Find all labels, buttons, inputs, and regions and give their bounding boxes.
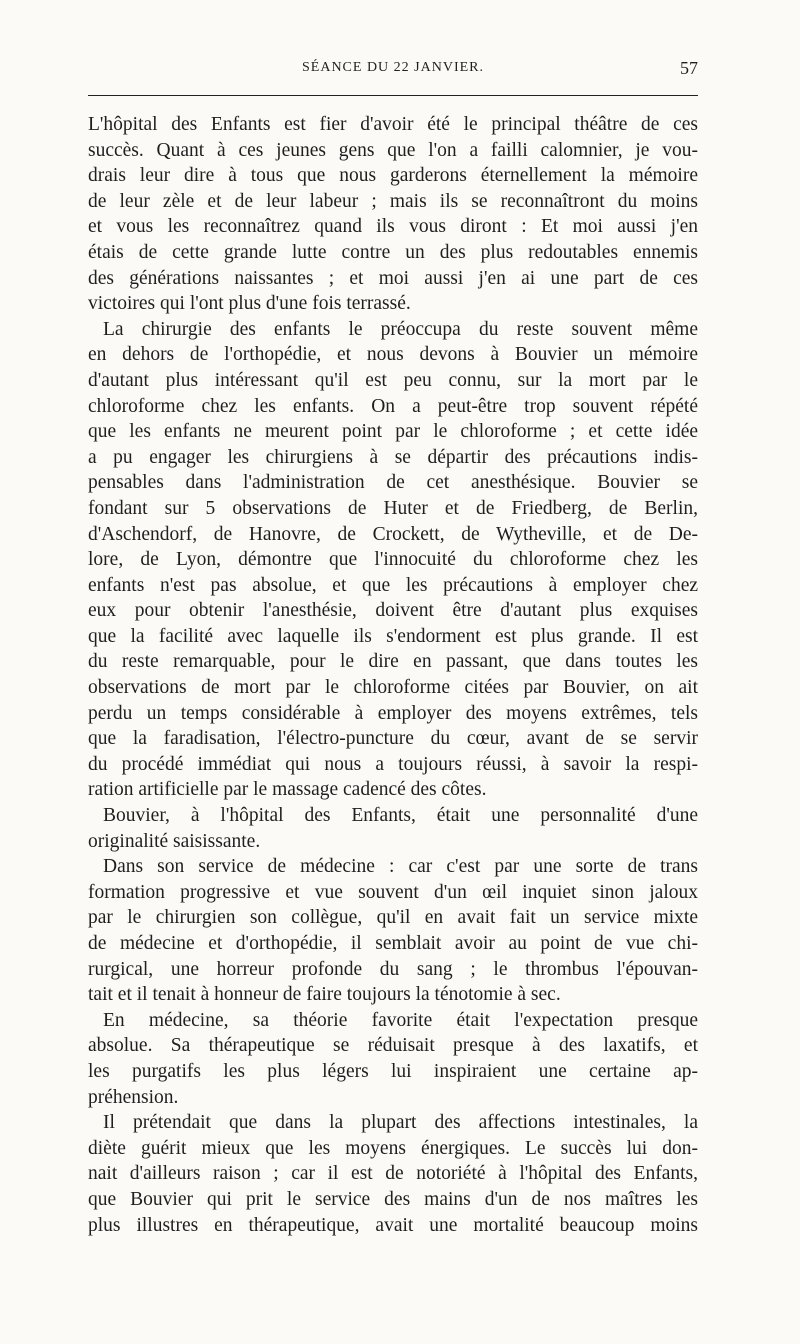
page-header: [88, 60, 698, 86]
text-line: du reste remarquable, pour le dire en passant, que dans toutes les: [88, 651, 698, 673]
text-line: que Bouvier qui prit le service des mains d'un de nos maîtres les: [88, 1188, 698, 1210]
text-line: Il prétendait que dans la plupart des affections intestinales, la: [103, 1112, 698, 1134]
text-line: étais de cette grande lutte contre un des plus redoutables ennemis: [88, 241, 698, 263]
text-line: pensables dans l'administration de cet anesthésique. Bouvier se: [88, 472, 698, 494]
text-line: et vous les reconnaîtrez quand ils vous diront : Et moi aussi j'en: [88, 216, 698, 238]
text-line: préhension.: [88, 1086, 179, 1108]
text-line: La chirurgie des enfants le préoccupa du reste souvent même: [103, 318, 698, 340]
text-line: que la faradisation, l'électro-puncture du cœur, avant de se servir: [88, 728, 698, 750]
text-line: enfants n'est pas absolue, et que les précautions à employer chez: [88, 574, 698, 596]
text-line: Bouvier, à l'hôpital des Enfants, était une personnalité d'une: [103, 805, 698, 827]
text-line: absolue. Sa thérapeutique se réduisait presque à des laxatifs, et: [88, 1035, 698, 1057]
running-title: SÉANCE DU 22 JANVIER.: [302, 60, 484, 75]
text-line: tait et il tenait à honneur de faire toujours la ténotomie à sec.: [88, 984, 561, 1006]
text-line: d'Aschendorf, de Hanovre, de Crockett, de Wytheville, et de De-: [88, 523, 698, 545]
body-text: [88, 112, 698, 1238]
text-line: eux pour obtenir l'anesthésie, doivent être d'autant plus exquises: [88, 600, 698, 622]
text-line: perdu un temps considérable à employer des moyens extrêmes, tels: [88, 702, 698, 724]
text-line: en dehors de l'orthopédie, et nous devons à Bouvier un mémoire: [88, 344, 698, 366]
text-line: rurgical, une horreur profonde du sang ; le thrombus l'épouvan-: [88, 958, 698, 980]
text-line: ration artificielle par le massage cadencé des côtes.: [88, 779, 487, 801]
text-line: de leur zèle et de leur labeur ; mais ils se reconnaîtront du moins: [88, 190, 698, 212]
text-line: que les enfants ne meurent point par le chloroforme ; et cette idée: [88, 421, 698, 443]
header-rule: [88, 95, 698, 96]
text-line: nait d'ailleurs raison ; car il est de notoriété à l'hôpital des Enfants,: [88, 1163, 698, 1185]
page-number: 57: [680, 58, 698, 78]
text-line: d'autant plus intéressant qu'il est peu connu, sur la mort par le: [88, 369, 698, 391]
text-line: des générations naissantes ; et moi aussi j'en ai une part de ces: [88, 267, 698, 289]
text-line: En médecine, sa théorie favorite était l'expectation presque: [103, 1009, 698, 1031]
text-line: par le chirurgien son collègue, qu'il en avait fait un service mixte: [88, 907, 698, 929]
text-line: plus illustres en thérapeutique, avait une mortalité beaucoup moins: [88, 1214, 698, 1236]
text-line: que la facilité avec laquelle ils s'endorment est plus grande. Il est: [88, 625, 698, 647]
text-line: lore, de Lyon, démontre que l'innocuité du chloroforme chez les: [88, 549, 698, 571]
text-line: fondant sur 5 observations de Huter et de Friedberg, de Berlin,: [88, 497, 698, 519]
text-line: drais leur dire à tous que nous garderons éternellement la mémoire: [88, 165, 698, 187]
text-line: a pu engager les chirurgiens à se départir des précautions indis-: [88, 446, 698, 468]
text-line: succès. Quant à ces jeunes gens que l'on a failli calomnier, je vou-: [88, 139, 698, 161]
text-line: victoires qui l'ont plus d'une fois terrassé.: [88, 293, 411, 315]
text-line: Dans son service de médecine : car c'est par une sorte de trans: [103, 856, 698, 878]
text-line: diète guérit mieux que les moyens énergiques. Le succès lui don-: [88, 1137, 698, 1159]
text-line: formation progressive et vue souvent d'un œil inquiet sinon jaloux: [88, 881, 698, 903]
text-line: chloroforme chez les enfants. On a peut-être trop souvent répété: [88, 395, 698, 417]
text-line: observations de mort par le chloroforme citées par Bouvier, on ait: [88, 677, 698, 699]
text-line: de médecine et d'orthopédie, il semblait avoir au point de vue chi-: [88, 933, 698, 954]
text-line: originalité saisissante.: [88, 830, 261, 852]
text-line: L'hôpital des Enfants est fier d'avoir été le principal théâtre de ces: [88, 114, 698, 135]
text-line: du procédé immédiat qui nous a toujours réussi, à savoir la respi-: [88, 753, 698, 775]
text-line: les purgatifs les plus légers lui inspiraient une certaine ap-: [88, 1060, 698, 1082]
